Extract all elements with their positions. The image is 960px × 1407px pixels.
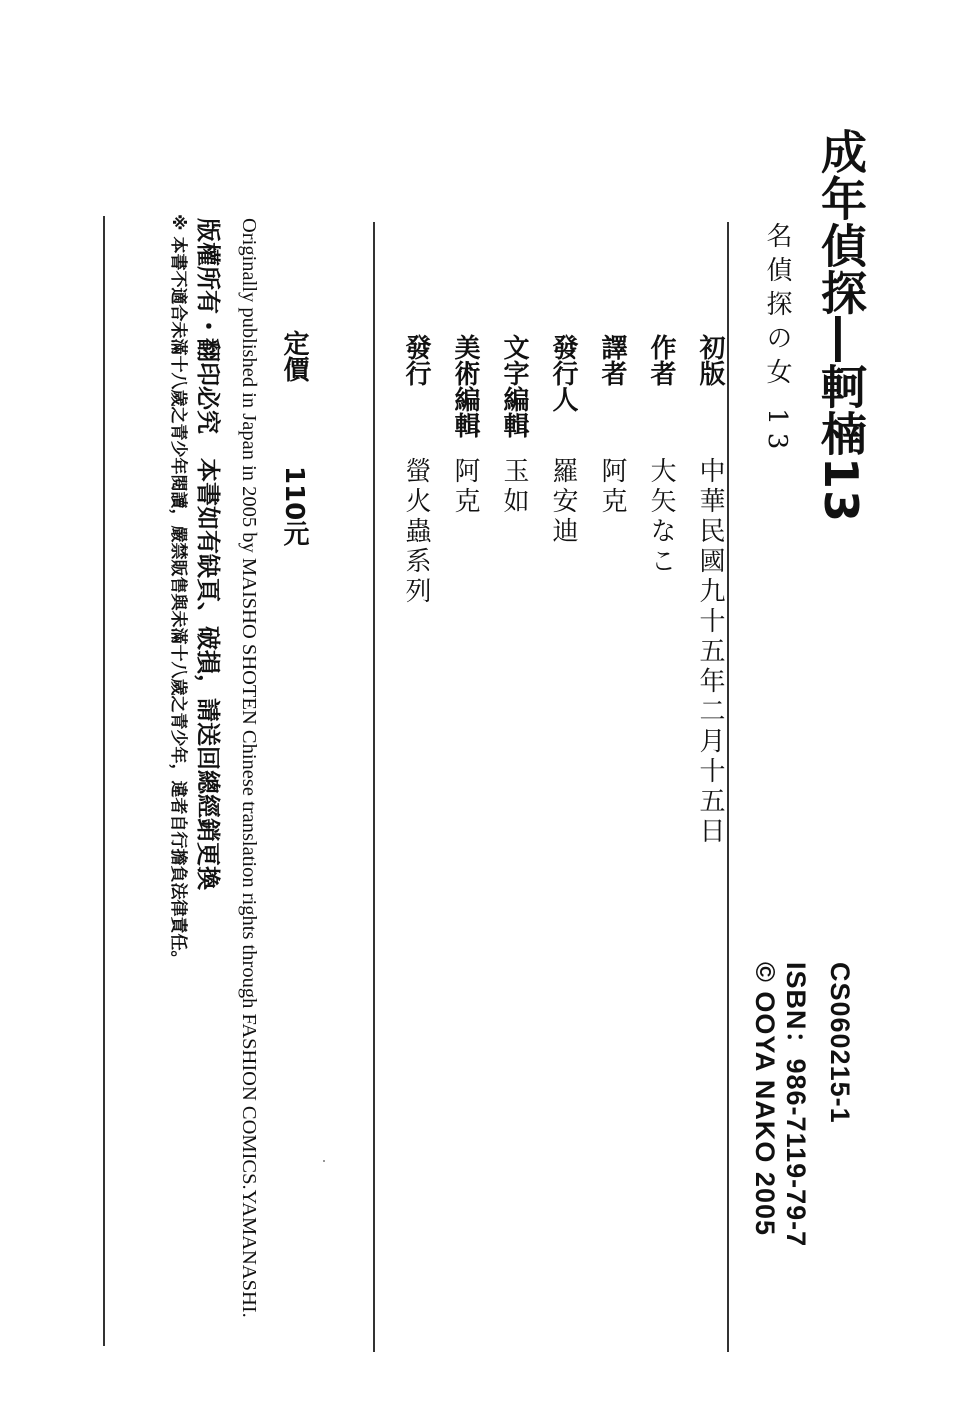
credit-value-first-edition: 中華民國九十五年二月十五日 xyxy=(695,457,725,847)
book-title: 成年偵探―軻楠13 xyxy=(814,128,868,524)
rights-notice: 版權所有・翻印必究 本書如有缺頁、破損，請送回總經銷更換 xyxy=(194,218,222,890)
divider-left xyxy=(103,216,105,1346)
isbn: ISBN：986-7119-79-7 xyxy=(781,962,811,1248)
price-value: 110元 xyxy=(279,466,309,547)
credit-label-distribution: 發行 xyxy=(401,334,431,386)
copyright: © OOYA NAKO 2005 xyxy=(750,962,780,1236)
divider-middle xyxy=(373,222,375,1352)
book-subtitle: 名偵探の女 13 xyxy=(762,222,792,458)
credit-label-first-edition: 初版 xyxy=(695,334,725,386)
credit-value-translator: 阿克 xyxy=(597,457,627,517)
price-label: 定價 xyxy=(279,330,309,382)
speck xyxy=(323,1160,325,1162)
credit-label-publisher: 發行人 xyxy=(548,334,578,412)
credit-value-text-editor: 玉如 xyxy=(499,457,529,517)
credit-value-publisher: 羅安迪 xyxy=(548,457,578,547)
credit-label-art-editor: 美術編輯 xyxy=(450,334,480,438)
credit-label-translator: 譯者 xyxy=(597,334,627,386)
original-publication-note: Originally published in Japan in 2005 by MAISHO SHOTEN Chinese translation rights through FASHION COMICS.YAMANASHI. xyxy=(238,218,260,1318)
age-warning: ※ 本書不適合未滿十八歲之青少年閱讀，嚴禁販售與未滿十八歲之青少年，違者自行擔負法律責任。 xyxy=(168,214,188,968)
credit-value-author: 大矢なこ xyxy=(646,457,676,577)
credit-label-author: 作者 xyxy=(646,334,676,386)
product-code: CS060215-1 xyxy=(825,962,855,1124)
credit-value-art-editor: 阿克 xyxy=(450,457,480,517)
credit-label-text-editor: 文字編輯 xyxy=(499,334,529,438)
credit-value-distribution: 螢火蟲系列 xyxy=(401,457,431,607)
